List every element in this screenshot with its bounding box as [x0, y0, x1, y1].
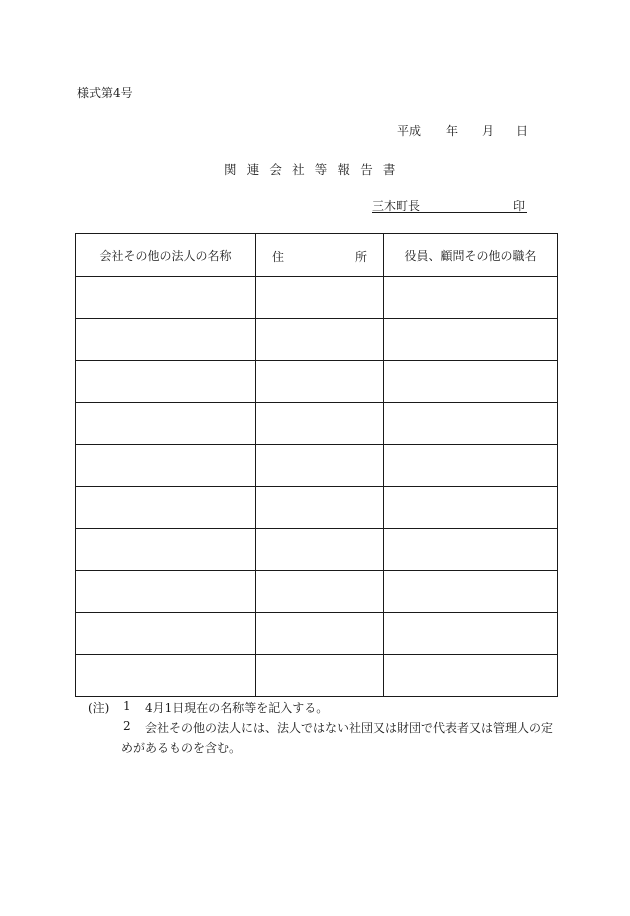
cell-company-name[interactable]: [76, 277, 256, 319]
cell-address[interactable]: [256, 319, 384, 361]
document-title: 関連会社等報告書: [224, 162, 406, 177]
addressee-line: [372, 197, 527, 213]
date-month-label: 月: [482, 124, 495, 138]
cell-company-name[interactable]: [76, 529, 256, 571]
cell-role[interactable]: [384, 319, 558, 361]
table-row: [76, 403, 558, 445]
table-row: [76, 487, 558, 529]
header-address: [256, 234, 384, 277]
date-era: 平成: [397, 124, 422, 138]
addressee-name: 三木町長: [372, 199, 421, 213]
report-table: [75, 233, 558, 697]
cell-company-name[interactable]: [76, 655, 256, 697]
cell-role[interactable]: [384, 277, 558, 319]
table-row: [76, 445, 558, 487]
table-row: [76, 655, 558, 697]
cell-address[interactable]: [256, 613, 384, 655]
date-year-label: 年: [446, 124, 459, 138]
cell-company-name[interactable]: [76, 613, 256, 655]
cell-company-name[interactable]: [76, 319, 256, 361]
cell-role[interactable]: [384, 403, 558, 445]
cell-address[interactable]: [256, 445, 384, 487]
notes-label: (注): [88, 701, 110, 715]
cell-address[interactable]: [256, 277, 384, 319]
cell-company-name[interactable]: [76, 361, 256, 403]
header-address-right: 所: [354, 250, 367, 264]
cell-role[interactable]: [384, 655, 558, 697]
header-company-name: 会社その他の法人の名称: [76, 234, 256, 277]
cell-role[interactable]: [384, 361, 558, 403]
cell-company-name[interactable]: [76, 487, 256, 529]
note-2-number: 2: [123, 719, 131, 733]
table-row: [76, 319, 558, 361]
date-day-label: 日: [516, 124, 529, 138]
cell-address[interactable]: [256, 361, 384, 403]
cell-role[interactable]: [384, 487, 558, 529]
table-row: [76, 613, 558, 655]
cell-company-name[interactable]: [76, 571, 256, 613]
note-2-continuation: めがあるものを含む。: [121, 741, 242, 755]
cell-role[interactable]: [384, 571, 558, 613]
cell-role[interactable]: [384, 529, 558, 571]
cell-address[interactable]: [256, 487, 384, 529]
cell-company-name[interactable]: [76, 403, 256, 445]
cell-company-name[interactable]: [76, 445, 256, 487]
cell-address[interactable]: [256, 655, 384, 697]
table-header-row: [76, 234, 558, 277]
cell-address[interactable]: [256, 571, 384, 613]
cell-address[interactable]: [256, 403, 384, 445]
seal-mark: 印: [512, 199, 525, 213]
form-number: 様式第4号: [77, 86, 133, 100]
header-role: 役員、顧問その他の職名: [384, 234, 558, 277]
table-row: [76, 277, 558, 319]
table-row: [76, 529, 558, 571]
cell-role[interactable]: [384, 613, 558, 655]
note-2-text: 会社その他の法人には、法人ではない社団又は財団で代表者又は管理人の定: [145, 721, 554, 735]
note-1-text: 4月1日現在の名称等を記入する。: [145, 701, 329, 715]
table-row: [76, 571, 558, 613]
table-body: [76, 277, 558, 697]
header-address-left: 住: [272, 250, 285, 264]
cell-role[interactable]: [384, 445, 558, 487]
note-1-number: 1: [123, 699, 131, 713]
table-row: [76, 361, 558, 403]
cell-address[interactable]: [256, 529, 384, 571]
